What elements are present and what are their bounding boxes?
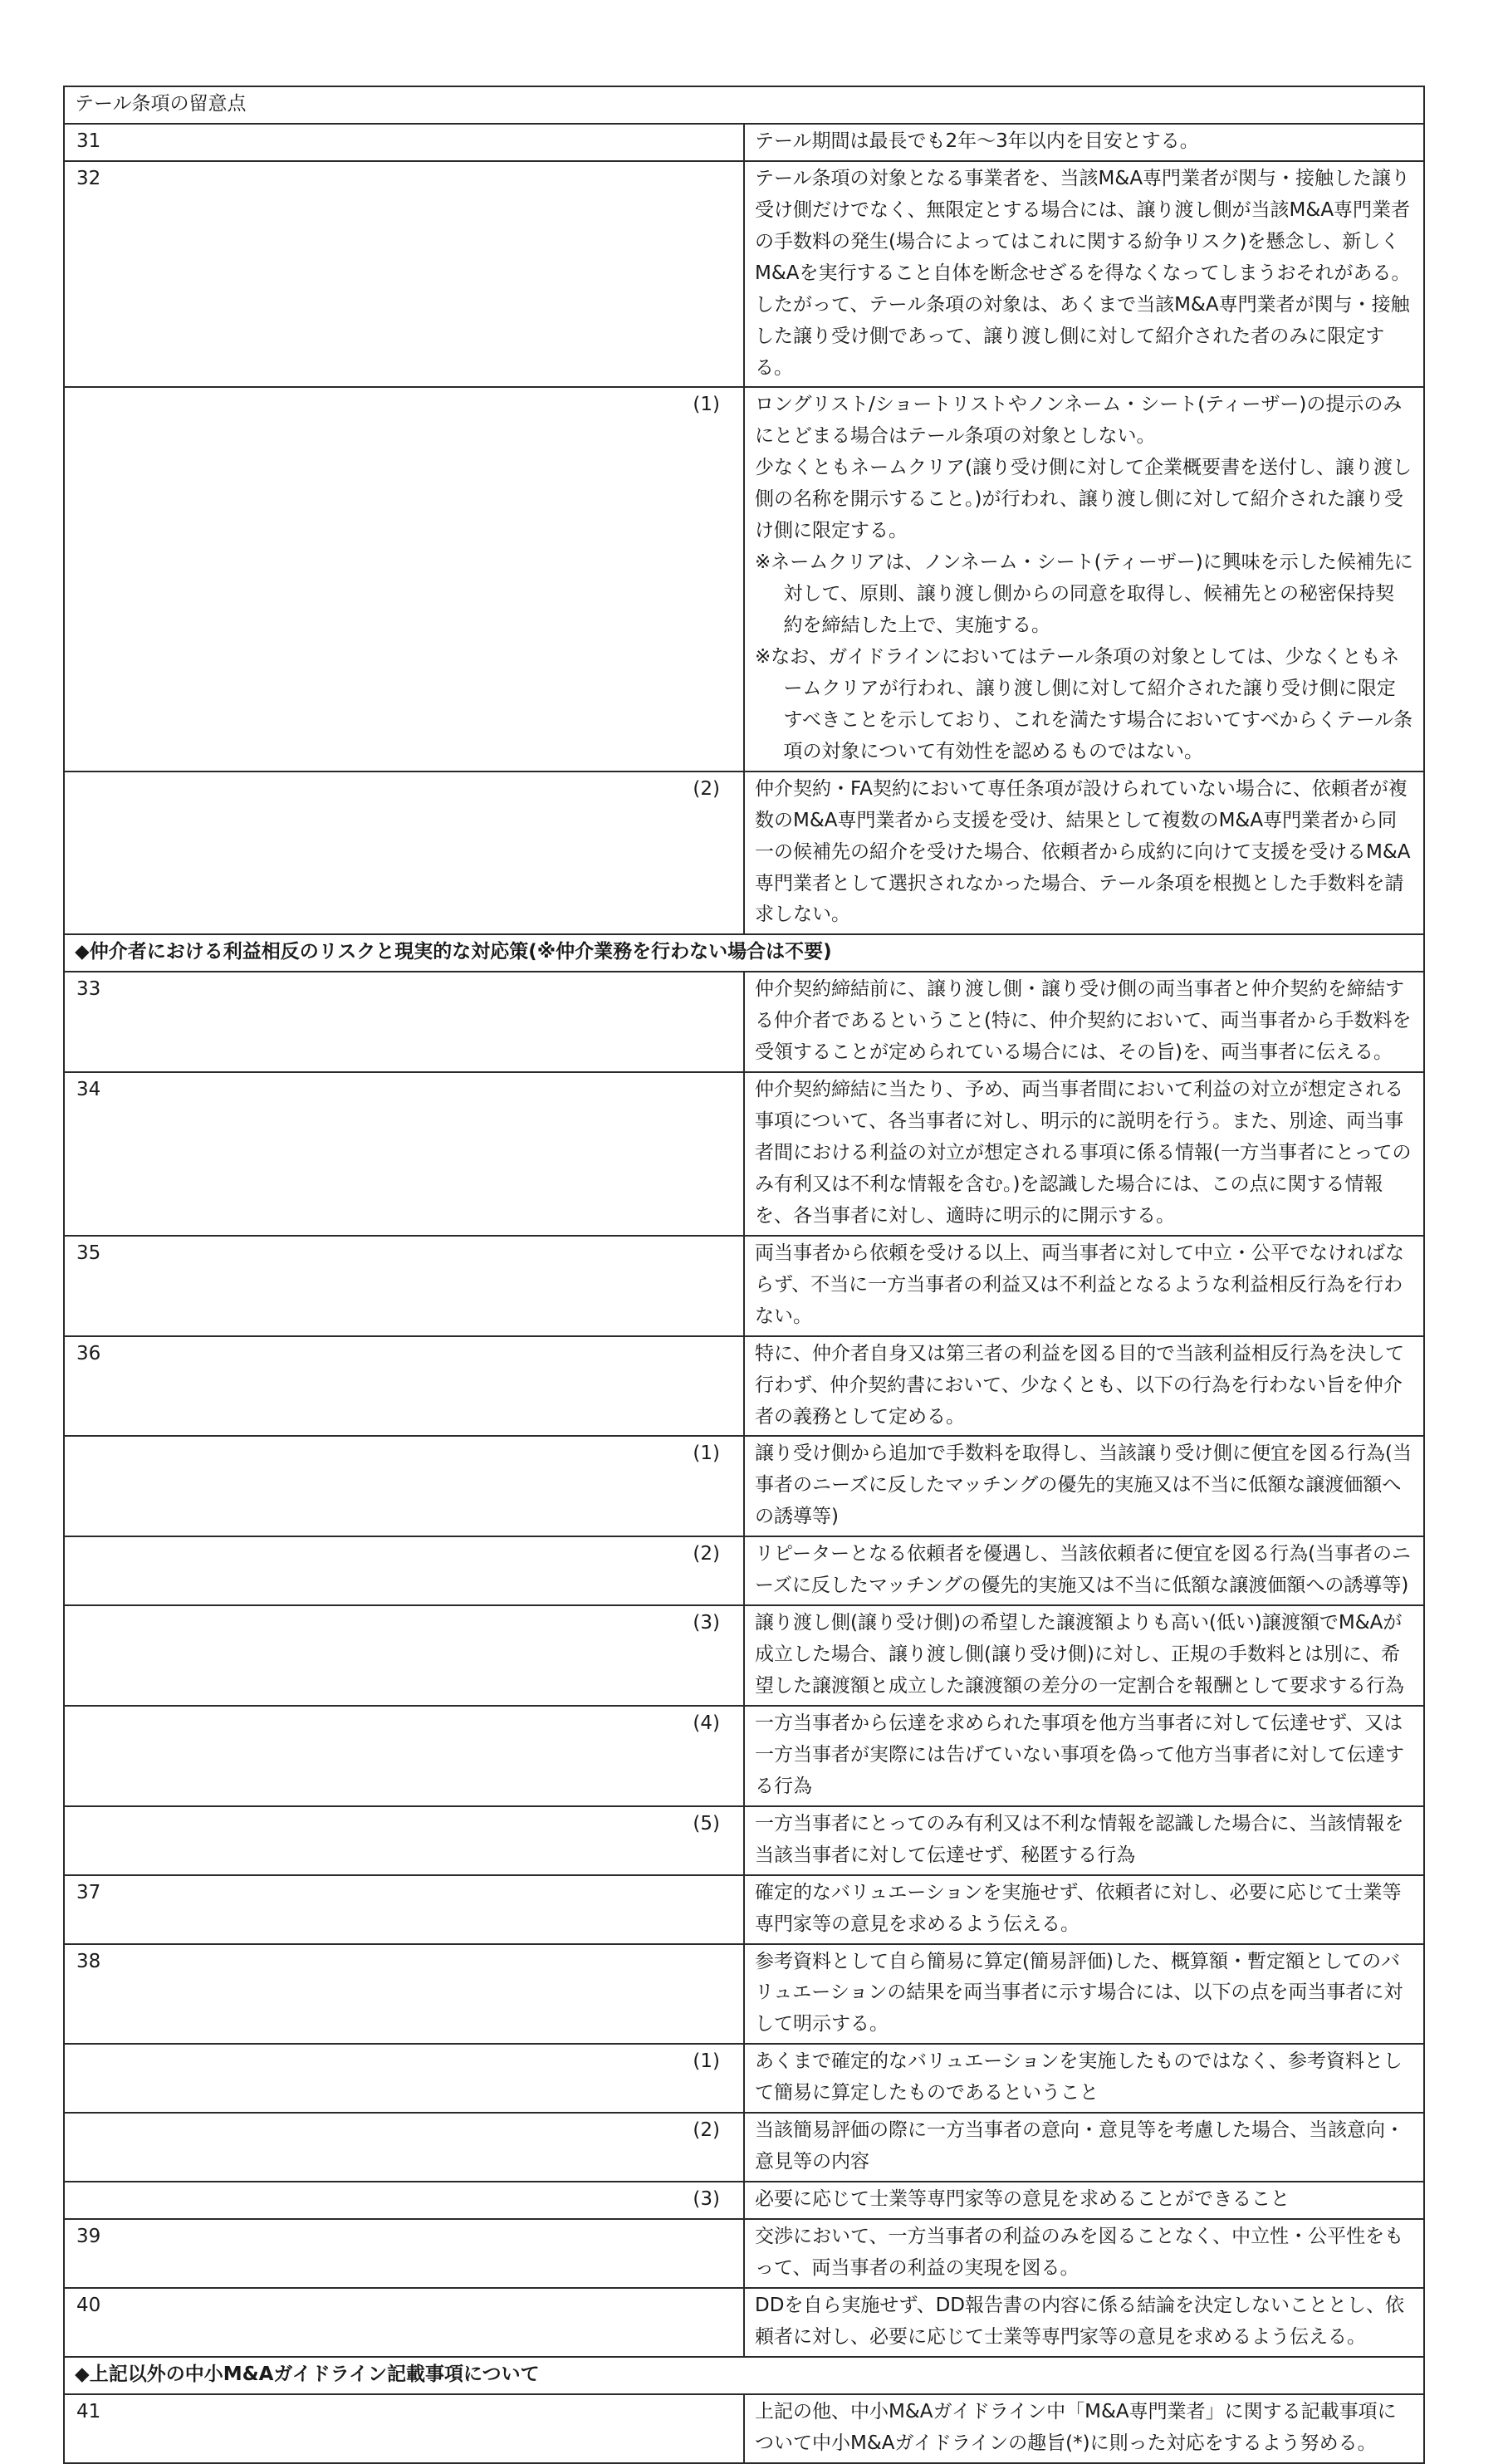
item-number: 33 [64,972,744,1072]
table-row [64,2219,1424,2288]
item-number: 35 [64,1236,744,1336]
guideline-table [63,86,1425,2464]
item-content [744,2044,1424,2113]
sub-item-number: (5) [64,1806,744,1875]
table-row [64,2182,1424,2219]
item-content [744,387,1424,771]
item-content [744,1236,1424,1336]
table-row [64,2288,1424,2357]
section-title: テール条項の留意点 [64,86,1424,124]
table-row [64,2044,1424,2113]
item-paragraph: リピーターとなる依頼者を優遇し、当該依頼者に便宜を図る行為(当事者のニーズに反したマッチングの優先的実施又は不当に低額な譲渡価額への誘導等) [755,1543,1412,1597]
table-row [64,2113,1424,2182]
item-number: 38 [64,1944,744,2045]
item-content [744,2219,1424,2288]
table-row [64,161,1424,388]
table-row [64,1436,1424,1536]
table-row [64,1706,1424,1806]
item-content [744,1072,1424,1236]
section-header-row [64,934,1424,972]
item-paragraph: テール条項の対象となる事業者を、当該M&A専門業者が関与・接触した譲り受け側だけでなく、無限定とする場合には、譲り渡し側が当該M&A専門業者の手数料の発生(場合によってはこれに関する紛争リスク)を懸念し、新しくM&Aを実行すること自体を断念せざるを得なくなってしまうおそれがある。したがって、テール条項の対象は、あくまで当該M&A専門業者が関与・接触した譲り受け側であって、譲り渡し側に対して紹介された者のみに限定する。 [755,167,1411,379]
table-row [64,772,1424,935]
item-paragraph: 交渉において、一方当事者の利益のみを図ることなく、中立性・公平性をもって、両当事者の利益の実現を図る。 [755,2226,1404,2279]
item-paragraph: 両当事者から依頼を受ける以上、両当事者に対して中立・公平でなければならず、不当に一方当事者の利益又は不利益となるような利益相反行為を行わない。 [755,1242,1404,1327]
item-content [744,1536,1424,1605]
table-row [64,1944,1424,2045]
item-content [744,1336,1424,1437]
item-content [744,772,1424,935]
item-paragraph: 一方当事者にとってのみ有利又は不利な情報を認識した場合に、当該情報を当該当事者に対して伝達せず、秘匿する行為 [755,1812,1404,1866]
item-number: 36 [64,1336,744,1437]
item-number: 37 [64,1875,744,1944]
item-content [744,2288,1424,2357]
table-row [64,1236,1424,1336]
table-row [64,1875,1424,1944]
item-content [744,972,1424,1072]
sub-item-number: (2) [64,772,744,935]
item-paragraph: DDを自ら実施せず、DD報告書の内容に係る結論を決定しないこととし、依頼者に対し、必要に応じて士業等専門家等の意見を求めるよう伝える。 [755,2294,1405,2348]
item-content [744,1436,1424,1536]
item-number: 34 [64,1072,744,1236]
item-paragraph: 仲介契約締結に当たり、予め、両当事者間において利益の対立が想定される事項について、各当事者に対し、明示的に説明を行う。また、別途、両当事者間における利益の対立が想定される事項に係る情報(一方当事者にとってのみ有利又は不利な情報を含む。)を認識した場合には、この点に関する情報を、各当事者に対し、適時に明示的に開示する。 [755,1079,1412,1227]
item-paragraph: 仲介契約締結前に、譲り渡し側・譲り受け側の両当事者と仲介契約を締結する仲介者であるということ(特に、仲介契約において、両当事者から手数料を受領することが定められている場合には、その旨)を、両当事者に伝える。 [755,978,1412,1064]
table-row [64,1806,1424,1875]
table-row [64,387,1424,771]
item-content [744,1944,1424,2045]
item-paragraph: 少なくともネームクリア(譲り受け側に対して企業概要書を送付し、譲り渡し側の名称を開示すること。)が行われ、譲り渡し側に対して紹介された譲り受け側に限定する。 [755,457,1412,542]
item-paragraph: 譲り渡し側(譲り受け側)の希望した譲渡額よりも高い(低い)譲渡額でM&Aが成立した場合、譲り渡し側(譲り受け側)に対し、正規の手数料とは別に、希望した譲渡額と成立した譲渡額の差分の一定割合を報酬として要求する行為 [755,1612,1404,1697]
item-content [744,124,1424,161]
item-number: 40 [64,2288,744,2357]
item-paragraph: 確定的なバリュエーションを実施せず、依頼者に対し、必要に応じて士業等専門家等の意見を求めるよう伝える。 [755,1881,1402,1935]
item-paragraph: 譲り受け側から追加で手数料を取得し、当該譲り受け側に便宜を図る行為(当事者のニーズに反したマッチングの優先的実施又は不当に低額な譲渡価額への誘導等) [755,1443,1412,1528]
item-content [744,1706,1424,1806]
item-paragraph: ※なお、ガイドラインにおいてはテール条項の対象としては、少なくともネームクリアが行われ、譲り渡し側に対して紹介された譲り受け側に限定すべきことを示しており、これを満たす場合においてすべからくテール条項の対象について有効性を認めるものではない。 [755,645,1413,762]
item-number: 32 [64,161,744,388]
sub-item-number: (2) [64,2113,744,2182]
sub-item-number: (3) [64,2182,744,2219]
item-content [744,1605,1424,1706]
table-row [64,972,1424,1072]
item-number: 39 [64,2219,744,2288]
item-paragraph: 特に、仲介者自身又は第三者の利益を図る目的で当該利益相反行為を決して行わず、仲介契約書において、少なくとも、以下の行為を行わない旨を仲介者の義務として定める。 [755,1342,1404,1428]
section-header-row [64,86,1424,124]
section-title: ◆仲介者における利益相反のリスクと現実的な対応策(※仲介業務を行わない場合は不要) [64,934,1424,972]
sub-item-number: (2) [64,1536,744,1605]
item-paragraph: 当該簡易評価の際に一方当事者の意向・意見等を考慮した場合、当該意向・意見等の内容 [755,2119,1404,2173]
table-row [64,1336,1424,1437]
item-paragraph: 必要に応じて士業等専門家等の意見を求めることができること [755,2188,1290,2211]
item-content [744,2182,1424,2219]
item-content [744,161,1424,388]
sub-item-number: (1) [64,1436,744,1536]
section-header-row [64,2357,1424,2394]
item-paragraph: ※ネームクリアは、ノンネーム・シート(ティーザー)に興味を示した候補先に対して、原則、譲り渡し側からの同意を取得し、候補先との秘密保持契約を締結した上で、実施する。 [755,551,1413,636]
sub-item-number: (4) [64,1706,744,1806]
item-content [744,1806,1424,1875]
item-paragraph: 仲介契約・FA契約において専任条項が設けられていない場合に、依頼者が複数のM&A専門業者から支援を受け、結果として複数のM&A専門業者から同一の候補先の紹介を受けた場合、依頼者から成約に向けて支援を受けるM&A専門業者として選択されなかった場合、テール条項を根拠とした手数料を請求しない。 [755,777,1411,926]
sub-item-number: (1) [64,387,744,771]
table-row [64,1536,1424,1605]
item-paragraph: テール期間は最長でも2年〜3年以内を目安とする。 [755,130,1199,152]
table-row [64,124,1424,161]
item-paragraph: 一方当事者から伝達を求められた事項を他方当事者に対して伝達せず、又は一方当事者が実際には告げていない事項を偽って他方当事者に対して伝達する行為 [755,1712,1404,1797]
item-number: 31 [64,124,744,161]
item-content [744,2113,1424,2182]
table-row [64,1605,1424,1706]
item-number: 41 [64,2394,744,2463]
item-paragraph: あくまで確定的なバリュエーションを実施したものではなく、参考資料として簡易に算定したものであるということ [755,2050,1403,2104]
item-paragraph: 上記の他、中小M&Aガイドライン中「M&A専門業者」に関する記載事項について中小M&Aガイドラインの趣旨(*)に則った対応をするよう努める。 [755,2400,1397,2454]
item-content [744,1875,1424,1944]
table-row [64,1072,1424,1236]
item-content [744,2394,1424,2463]
item-paragraph: 参考資料として自ら簡易に算定(簡易評価)した、概算額・暫定額としてのバリュエーションの結果を両当事者に示す場合には、以下の点を両当事者に対して明示する。 [755,1950,1403,2035]
sub-item-number: (3) [64,1605,744,1706]
item-paragraph: ロングリスト/ショートリストやノンネーム・シート(ティーザー)の提示のみにとどまる場合はテール条項の対象としない。 [755,394,1403,448]
table-row [64,2394,1424,2463]
sub-item-number: (1) [64,2044,744,2113]
section-title: ◆上記以外の中小M&Aガイドライン記載事項について [64,2357,1424,2394]
